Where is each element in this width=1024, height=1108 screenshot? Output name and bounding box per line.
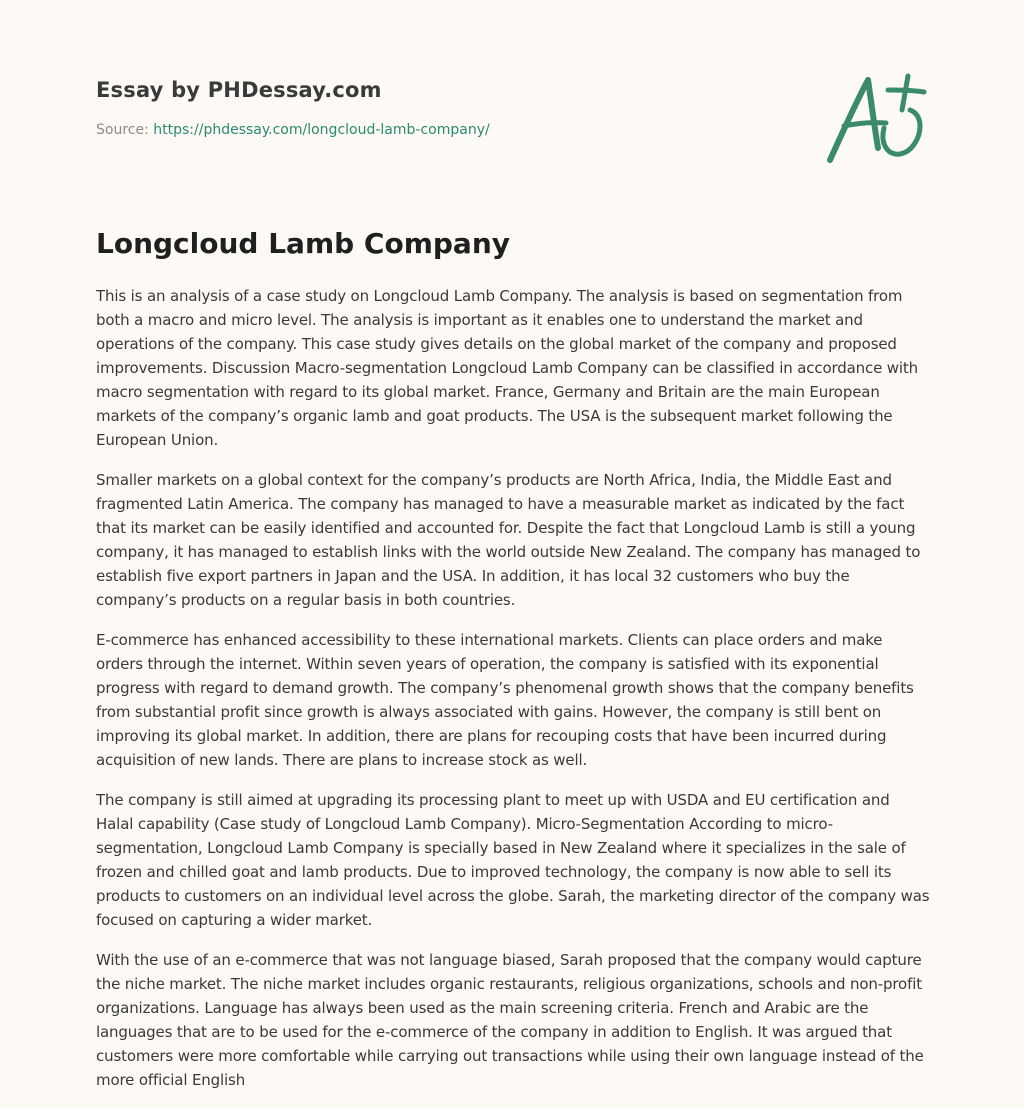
source-link[interactable]: https://phdessay.com/longcloud-lamb-company/ <box>153 122 490 138</box>
essay-body <box>96 284 930 1108</box>
essay-title: Longcloud Lamb Company <box>96 227 510 260</box>
page-header <box>96 76 696 140</box>
essay-paragraph: This is an analysis of a case study on Longcloud Lamb Company. The analysis is based on segmentation from both a macro and micro level. The analysis is important as it enables one to understand the market and operations of the company. This case study gives details on the global market of the company and proposed improvements. Discussion Macro-segmentation Longcloud Lamb Company can be classified in accordance with macro segmentation with regard to its global market. France, Germany and Britain are the main European markets of the company’s organic lamb and goat products. The USA is the subsequent market following the European Union. <box>96 287 919 449</box>
essay-paragraph: The company is still aimed at upgrading its processing plant to meet up with USDA and EU certification and Halal capability (Case study of Longcloud Lamb Company). Micro-Segmentation According to micro-segmentation, Longcloud Lamb Company is specially based in New Zealand where it specializes in the sale of frozen and chilled goat and lamb products. Due to improved technology, the company is now able to sell its products to customers on an individual level across the globe. Sarah, the marketing director of the company was focused on capturing a wider market. <box>96 791 930 929</box>
source-label: Source: <box>96 122 154 138</box>
essay-paragraph: E-commerce has enhanced accessibility to these international markets. Clients can place orders and make orders through the internet. Within seven years of operation, the company is satisfied with its exponential progress with regard to demand growth. The company’s phenomenal growth shows that the company benefits from substantial profit since growth is always associated with gains. However, the company is still bent on improving its global market. In addition, there are plans for recouping costs that have been incurred during acquisition of new lands. There are plans to increase stock as well. <box>96 631 914 769</box>
essay-paragraph: With the use of an e-commerce that was not language biased, Sarah proposed that the company would capture the niche market. The niche market includes organic restaurants, religious organizations, schools and non-profit organizations. Language has always been used as the main screening criteria. French and Arabic are the languages that are to be used for the e-commerce of the company in addition to English. It was argued that customers were more comfortable while carrying out transactions while using their own language instead of the more official English <box>96 951 924 1089</box>
essay-paragraph: Smaller markets on a global context for the company’s products are North Africa, India, the Middle East and fragmented Latin America. The company has managed to have a measurable market as indicated by the fact that its market can be easily identified and accounted for. Despite the fact that Longcloud Lamb is still a young company, it has managed to establish links with the world outside New Zealand. The company has managed to establish five export partners in Japan and the USA. In addition, it has local 32 customers who buy the company’s products on a regular basis in both countries. <box>96 471 921 609</box>
source-line <box>96 120 696 140</box>
site-brand: Essay by PHDessay.com <box>96 78 382 102</box>
a-plus-grade-icon <box>824 68 928 166</box>
